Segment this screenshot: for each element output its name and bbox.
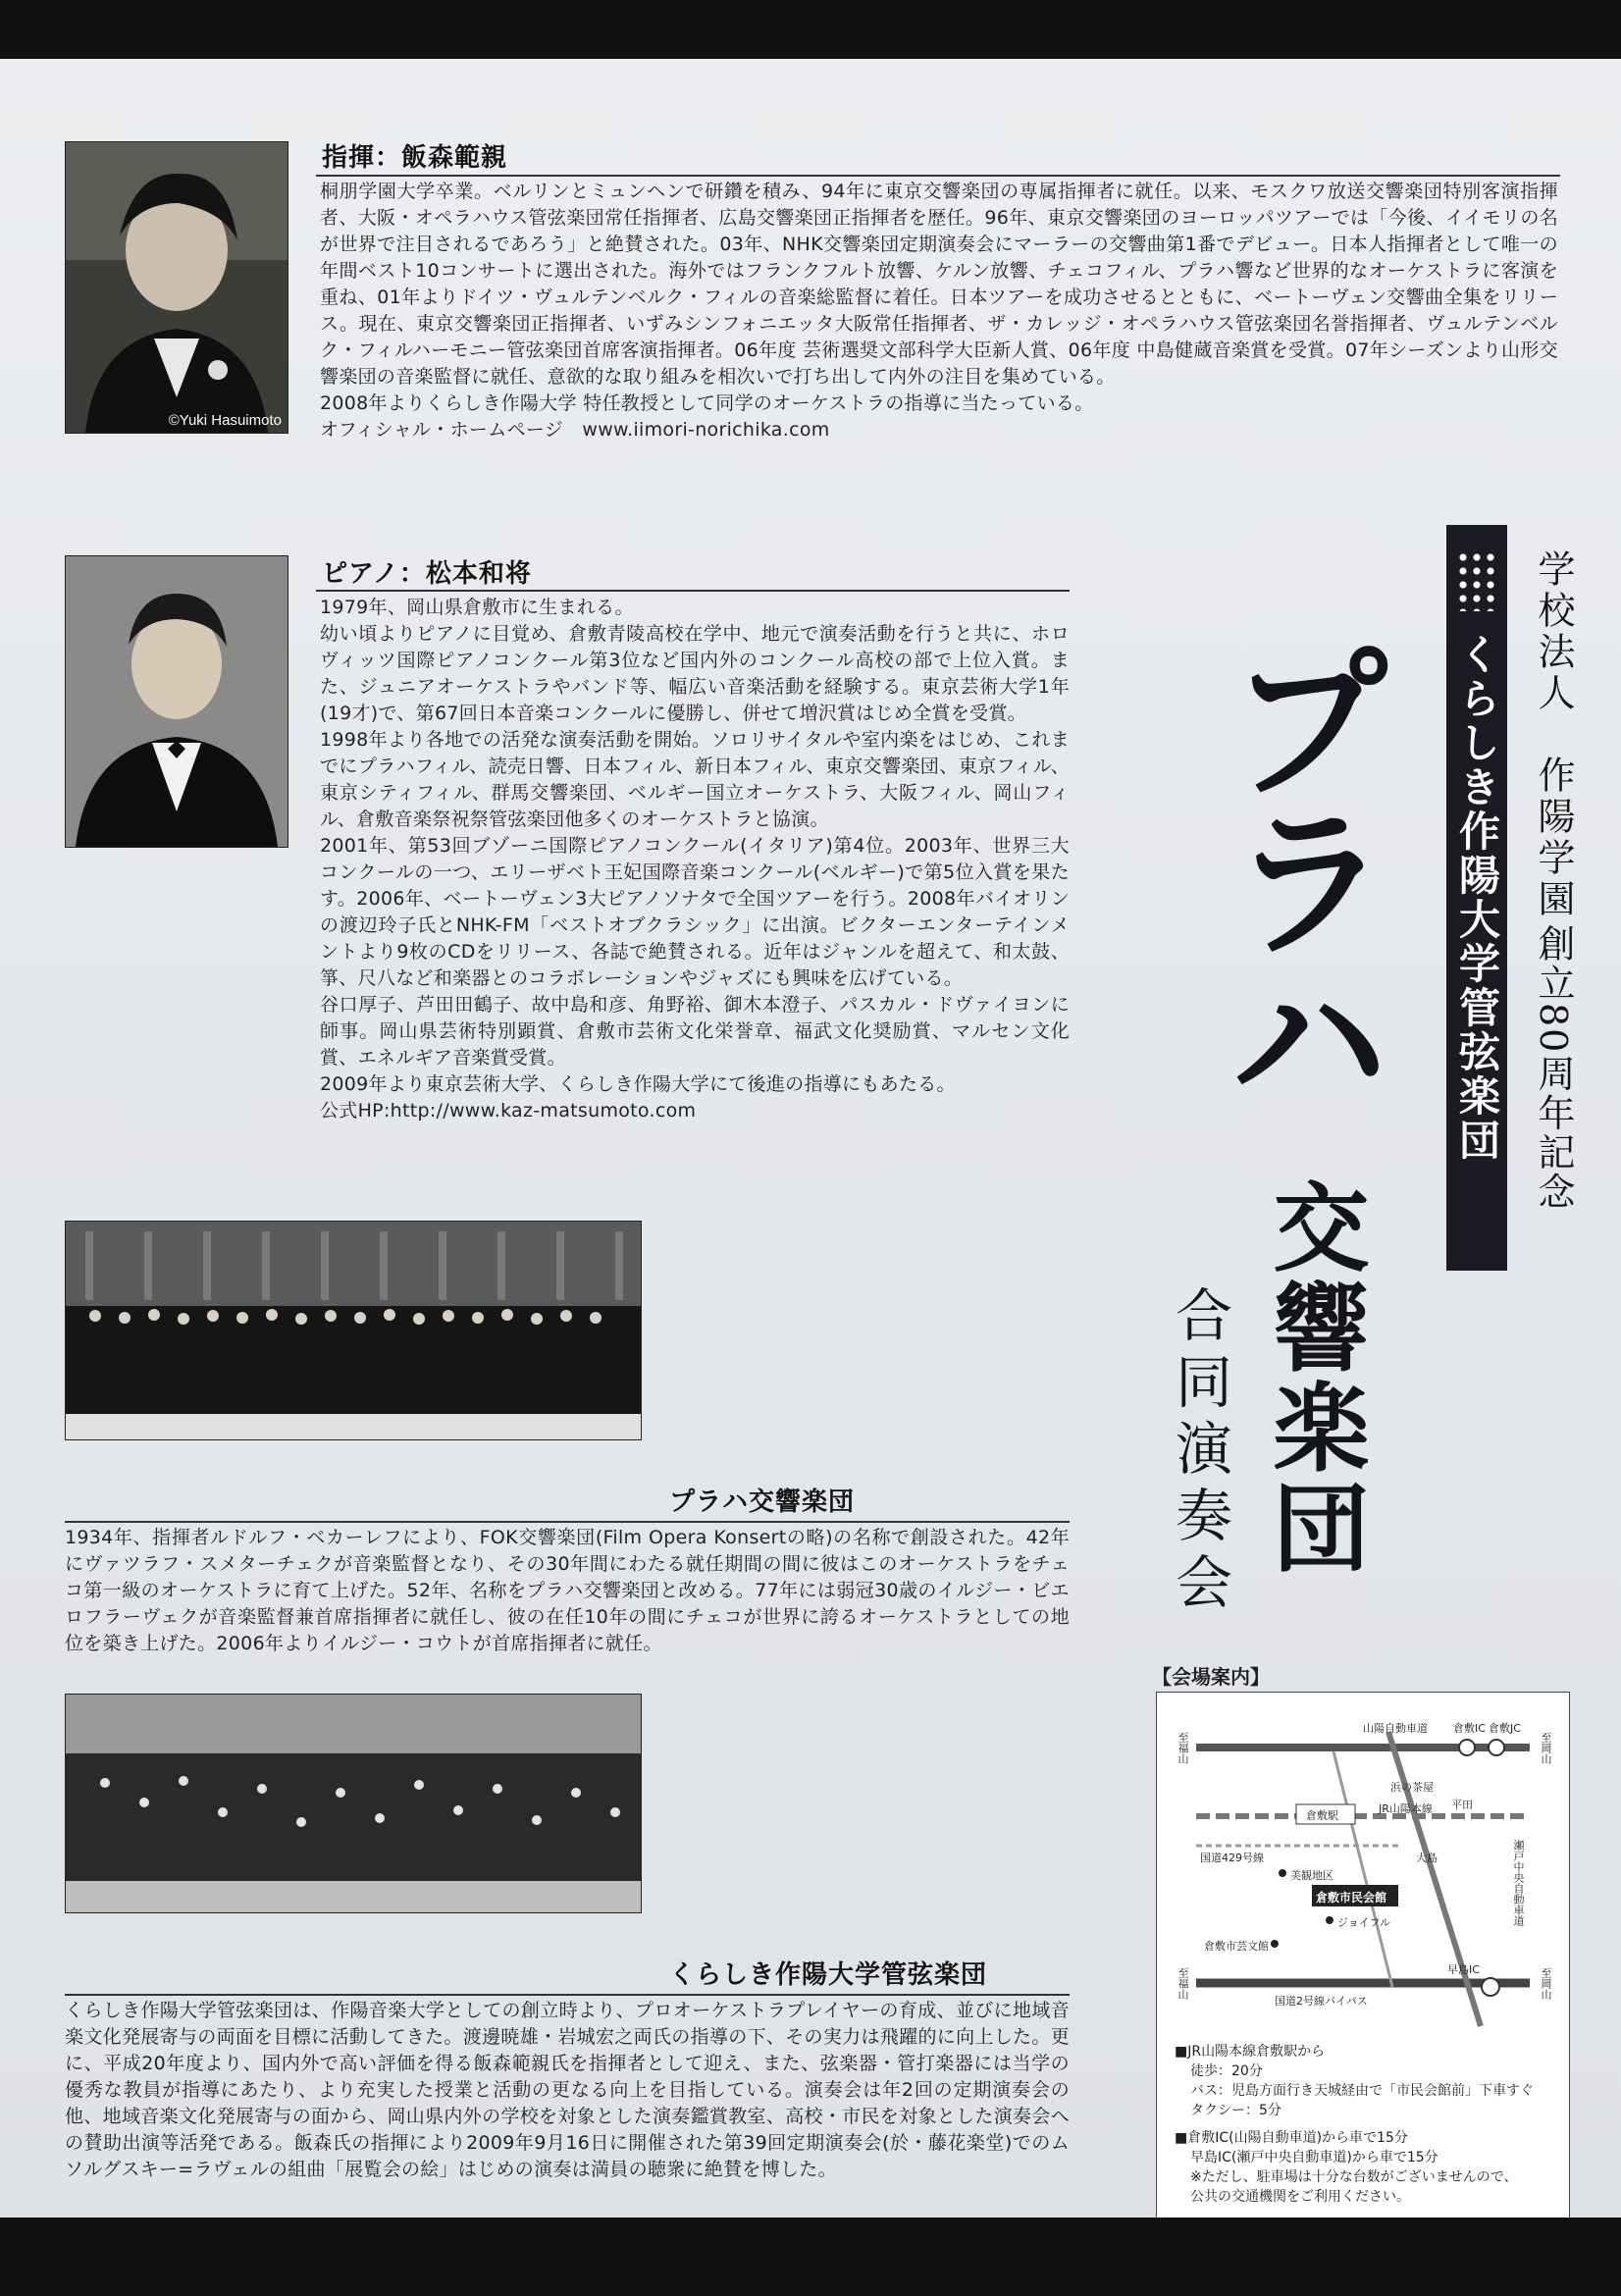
conductor-title: 指揮：飯森範親 [322, 143, 508, 173]
band-dots [1456, 550, 1497, 611]
prague-title: プラハ交響楽団 [669, 1487, 856, 1517]
pianist-bio-paragraph: 2001年、第53回ブゾーニ国際ピアノコンクール(イタリア)第4位。2003年、世界三大コンクールの一つ、エリーザベト王妃国際音楽コンクール(ベルギー)で第5位入賞を果たす。2006年、ベートーヴェン3大ピアノソナタで全国ツアーを行う。2008年バイオリンの渡辺玲子氏とNHK-FM「ベストオブクラシック」に出演。ビクターエンターテインメントより9枚のCDをリリース、各誌で絶賛される。近年はジャンルを超えて、和太鼓、箏、尺八など和楽器とのコラボレーションやジャズにも興味を広げている。 [320, 835, 1070, 989]
access-parking-note: ※ただし、駐車場は十分な台数がございませんので、 [1190, 2169, 1518, 2185]
conductor-bio [320, 179, 1558, 444]
conductor-url: オフィシャル・ホームページ www.iimori-norichika.com [320, 419, 830, 441]
map-label-setochuo: 瀬戸中央自動車道 [1512, 1840, 1525, 1926]
pianist-bio-paragraph: 1998年より各地での活発な演奏活動を開始。ソロリサイタルや室内楽をはじめ、これまでにプラハフィル、読売日響、日本フィル、新日本フィル、東京交響楽団、東京フィル、東京シティフィル、群馬交響楽団、ベルギー国立オーケストラ、大阪フィル、岡山フィル、倉敷音楽祭祝祭管弦楽団他多くのオーケストラと協演。 [320, 729, 1070, 830]
photo-credit: ©Yuki Hasuimoto [168, 412, 282, 429]
map-label-route429: 国道429号線 [1200, 1852, 1264, 1864]
venue-label: 【会場案内】 [1152, 1665, 1270, 1689]
map-label-station: 倉敷駅 [1306, 1809, 1338, 1822]
venue-map [1156, 1692, 1570, 2218]
pianist-title: ピアノ：松本和将 [322, 559, 532, 589]
map-label-hamanochaya: 浜の茶屋 [1390, 1781, 1434, 1794]
pianist-bio-paragraph: 幼い頃よりピアノに目覚め、倉敷青陵高校在学中、地元で演奏活動を行うと共に、ホロヴィッツ国際ピアノコンクール第3位など国内外のコンクール高校の部で上位入賞。また、ジュニアオーケストラやバンド等、幅広い音楽活動を経験する。東京芸術大学1年(19才)で、第67回日本音楽コンクールに優勝し、併せて増沢賞はじめ全賞を受賞。 [320, 623, 1070, 724]
access-car-ic: ■倉敷IC(山陽自動車道)から車で15分 [1175, 2130, 1408, 2146]
sub-title: 交響楽団 [1257, 1177, 1370, 1578]
map-label-to-fukuyama-south: 至福山 [1177, 1967, 1189, 2000]
university-title: くらしき作陽大学管弦楽団 [669, 1960, 988, 1990]
conductor-title-rule [316, 175, 1560, 177]
map-label-hall: 倉敷市民会館 [1316, 1891, 1387, 1905]
access-info [1175, 2042, 1557, 2207]
prague-orchestra-photo [65, 1221, 642, 1440]
map-label-to-okayama: 至岡山 [1540, 1732, 1552, 1764]
sub-title-concert: 合同演奏会 [1166, 1285, 1232, 1619]
orchestra-band [1446, 525, 1507, 1271]
pianist-bio-paragraph: 公式HP:http://www.kaz-matsumoto.com [320, 1100, 697, 1122]
map-label-kurashiki-ic: 倉敷IC [1453, 1722, 1486, 1735]
map-label-jr-line: JR山陽本線 [1379, 1802, 1433, 1815]
pianist-bio [320, 595, 1070, 1124]
map-label-to-fukuyama: 至福山 [1177, 1732, 1189, 1764]
map-label-joyful: ジョイフル [1337, 1916, 1391, 1929]
university-bio-text: くらしき作陽大学管弦楽団は、作陽音楽大学としての創立時より、プロオーケストラプレイヤーの育成、並びに地域音楽文化発展寄与の両面を目標に活動してきた。渡邊暁雄・岩城宏之両氏の指導の下、その実力は飛躍的に向上した。更に、平成20年度より、国内外で高い評価を得る飯森範親氏を指揮者として迎え、また、弦楽器・管打楽器には当学の優秀な教員が指導にあたり、より充実した授業と活動の更なる向上を目指している。演奏会は年2回の定期演奏会の他、地域音楽文化発展寄与の面から、岡山県内外の学校を対象とした演奏鑑賞教室、高校・市民を対象とした演奏会への賛助出演等活発である。飯森氏の指揮により2009年9月16日に開催された第39回定期演奏会(於・藤花楽堂)でのムソルグスキー=ラヴェルの組曲「展覧会の絵」はじめの演奏は満員の聴衆に絶賛を博した。 [65, 2000, 1070, 2180]
university-bio [65, 1998, 1070, 2183]
access-jr: ■JR山陽本線倉敷駅から [1175, 2044, 1326, 2060]
access-car-hayashima: 早島IC(瀬戸中央自動車道)から車で15分 [1190, 2150, 1438, 2166]
access-bus: バス：児島方面行き天城経由で「市民会館前」下車すぐ [1190, 2083, 1534, 2099]
access-walk: 徒歩：20分 [1190, 2063, 1263, 2079]
conductor-bio-text: 桐朋学園大学卒業。ベルリンとミュンヘンで研鑽を積み、94年に東京交響楽団の専属指揮者に就任。以来、モスクワ放送交響楽団特別客演指揮者、大阪・オペラハウス管弦楽団常任指揮者、広島交響楽団正指揮者を歴任。96年、東京交響楽団のヨーロッパツアーでは「今後、イイモリの名が世界で注目されるであろう」と絶賛された。03年、NHK交響楽団定期演奏会にマーラーの交響曲第1番でデビュー。日本人指揮者として唯一の年間ベスト10コンサートに選出された。海外ではフランクフルト放響、ケルン放響、チェコフィル、プラハ響など世界的なオーケストラに客演を重ね、01年よりドイツ・ヴュルテンベルク・フィルの音楽総監督に着任。日本ツアーを成功させるとともに、ベートーヴェン交響曲全集をリリース。現在、東京交響楽団正指揮者、いずみシンフォニエッタ大阪常任指揮者、ザ・カレッジ・オペラハウス管弦楽団名誉指揮者、ヴュルテンベルク・フィルハーモニー管弦楽団首席客演指揮者。06年度 芸術選奨文部科学大臣新人賞、06年度 中島健蔵音楽賞を受賞。07年シーズンより山形交響楽団の音楽監督に就任、意欲的な取り組みを相次いで打ち出して内外の注目を集めている。 [320, 181, 1558, 388]
map-label-hirata: 平田 [1451, 1799, 1473, 1811]
pianist-bio-paragraph: 1979年、岡山県倉敷市に生まれる。 [320, 597, 634, 618]
map-label-geibunkan: 倉敷市芸文館 [1204, 1940, 1269, 1953]
conductor-bio-extra: 2008年よりくらしき作陽大学 特任教授として同学のオーケストラの指導に当たっている。 [320, 392, 1094, 414]
pianist-bio-paragraph: 谷口厚子、芦田田鶴子、故中島和彦、角野裕、御木本澄子、パスカル・ドヴァイヨンに師事。岡山県芸術特別顕賞、倉敷市芸術文化栄誉章、福武文化奨励賞、マルセン文化賞、エネルギア音楽賞受賞。 [320, 994, 1070, 1069]
pianist-title-rule [316, 590, 1070, 592]
pianist-bio-paragraph: 2009年より東京芸術大学、くらしき作陽大学にて後進の指導にもあたる。 [320, 1073, 956, 1095]
prague-bio-text: 1934年、指揮者ルドルフ・ベカーレフにより、FOK交響楽団(Film Opera Konsertの略)の名称で創設された。42年にヴァツラフ・スメターチェクが音楽監督となり、その30年間にわたる就任期間の間に彼はこのオーケストラをチェコ第一級のオーケストラに育て上げた。52年、名称をプラハ交響楽団と改める。77年には弱冠30歳のイルジー・ビエロフラーヴェクが音楽監督兼首席指揮者に就任し、彼の在任10年の間にチェコが世界に誇るオーケストラとしての地位を築き上げた。2006年よりイルジー・コウトが首席指揮者に就任。 [65, 1527, 1070, 1654]
access-public-transport: 公共の交通機関をご利用ください。 [1190, 2189, 1410, 2205]
anniversary-text-2: 創立80周年記念 [1532, 924, 1575, 1212]
map-label-expressway: 山陽自動車道 [1363, 1722, 1428, 1735]
conductor-photo [65, 141, 288, 434]
page [0, 59, 1621, 2218]
university-orchestra-photo [65, 1694, 642, 1913]
anniversary-text-1: 学校法人 作陽学園 [1532, 549, 1575, 920]
map-label-hayashima-ic: 早島IC [1447, 1963, 1480, 1976]
map-label-to-okayama-south: 至岡山 [1540, 1967, 1552, 2000]
map-label-bikan: 美観地区 [1290, 1869, 1333, 1882]
prague-bio [65, 1525, 1070, 1657]
main-title: プラハ [1200, 638, 1394, 1115]
university-title-rule [65, 1994, 1070, 1996]
band-text: くらしき作陽大学管弦楽団 [1453, 633, 1501, 1163]
access-taxi: タクシー：5分 [1190, 2103, 1281, 2118]
map-label-ookura: 大島 [1416, 1852, 1438, 1864]
map-label-bypass: 国道2号線バイパス [1275, 1995, 1368, 2008]
pianist-photo [65, 555, 288, 848]
map-label-kurashiki-jc: 倉敷JC [1489, 1722, 1521, 1735]
prague-title-rule [65, 1521, 1070, 1523]
